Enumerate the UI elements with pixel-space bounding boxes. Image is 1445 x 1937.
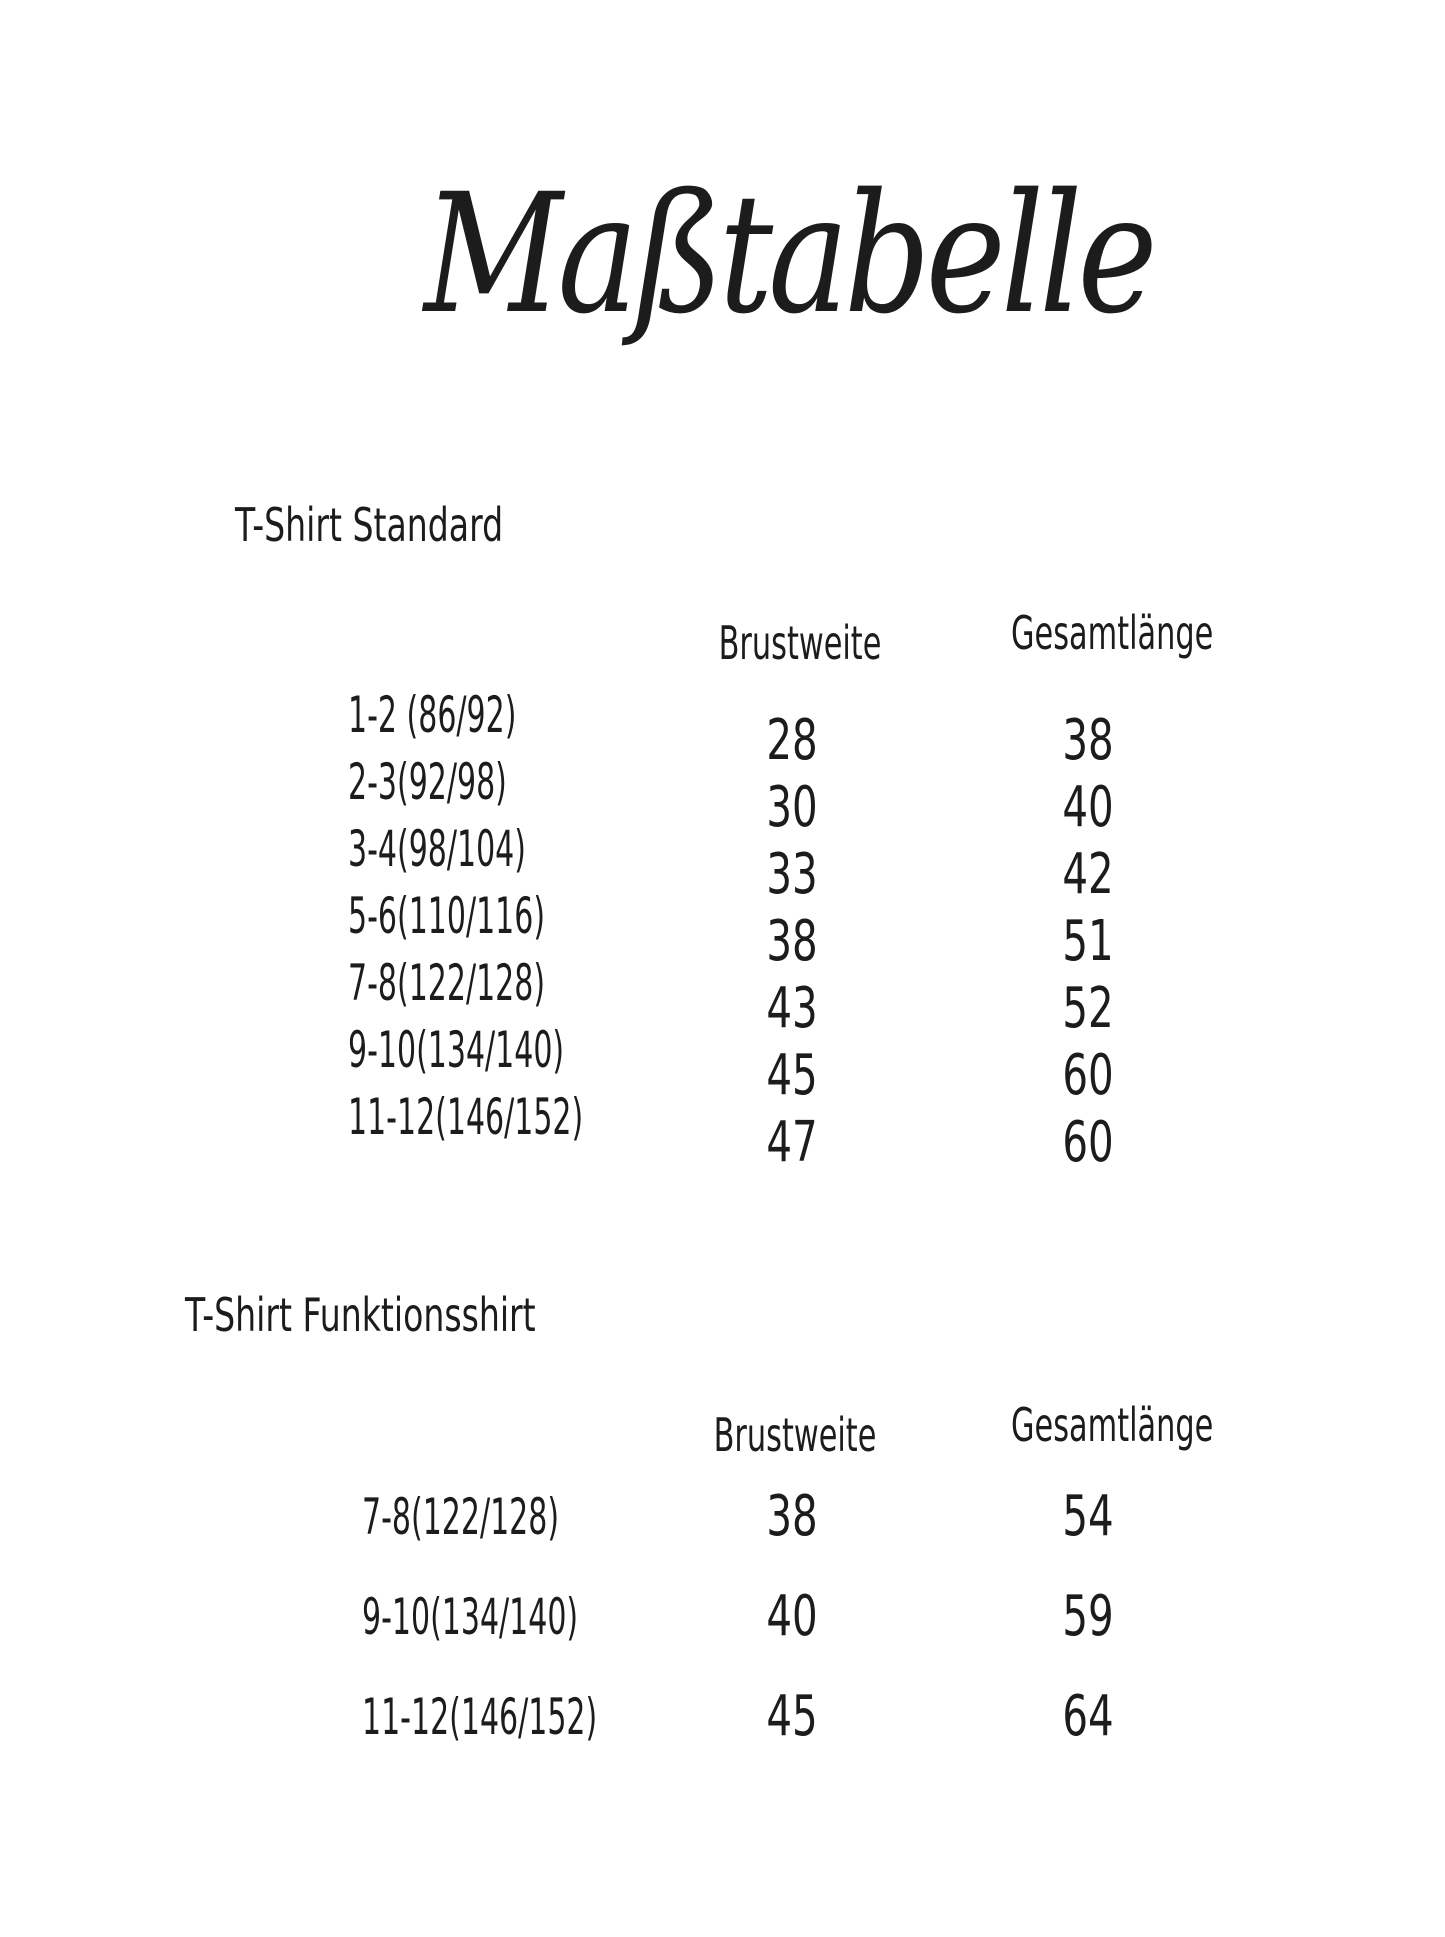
table2-row2-gesamtlaenge: 59 — [1062, 1584, 1114, 1649]
table2-row1-size: 7-8(122/128) — [362, 1488, 560, 1546]
table2-row3-size: 11-12(146/152) — [362, 1688, 598, 1746]
table1-row7-brustweite: 47 — [766, 1110, 818, 1175]
table1-row2-brustweite: 30 — [766, 775, 818, 840]
table1-row7-gesamtlaenge: 60 — [1062, 1110, 1114, 1175]
table2-header-gesamtlaenge: Gesamtlänge — [1011, 1398, 1214, 1452]
table1-row3-brustweite: 33 — [766, 842, 818, 907]
table1-row4-size: 5-6(110/116) — [348, 887, 546, 945]
table1-row4-gesamtlaenge: 51 — [1062, 909, 1114, 974]
table1-row5-size: 7-8(122/128) — [348, 954, 546, 1012]
page-title-text: Maßtabelle — [424, 158, 1153, 350]
table1-row2-gesamtlaenge: 40 — [1062, 775, 1114, 840]
table1-row1-gesamtlaenge: 38 — [1062, 708, 1114, 773]
table1-row1-brustweite: 28 — [766, 708, 818, 773]
table1-header-gesamtlaenge: Gesamtlänge — [1011, 606, 1214, 660]
section-title-standard: T-Shirt Standard — [235, 498, 504, 552]
page-title — [0, 158, 1445, 350]
table1-row4-brustweite: 38 — [766, 909, 818, 974]
table1-row5-brustweite: 43 — [766, 976, 818, 1041]
table1-row3-size: 3-4(98/104) — [348, 820, 526, 878]
section-title-funktionsshirt: T-Shirt Funktionsshirt — [185, 1288, 536, 1342]
table2-row3-brustweite: 45 — [766, 1684, 818, 1749]
table2-row1-brustweite: 38 — [766, 1484, 818, 1549]
table1-row7-size: 11-12(146/152) — [348, 1088, 584, 1146]
table2-row2-brustweite: 40 — [766, 1584, 818, 1649]
table2-row3-gesamtlaenge: 64 — [1062, 1684, 1114, 1749]
table2-row1-gesamtlaenge: 54 — [1062, 1484, 1114, 1549]
table1-row6-gesamtlaenge: 60 — [1062, 1043, 1114, 1108]
table1-row1-size: 1-2 (86/92) — [348, 686, 517, 744]
table1-header-brustweite: Brustweite — [718, 616, 882, 670]
table1-row3-gesamtlaenge: 42 — [1062, 842, 1114, 907]
table1-row2-size: 2-3(92/98) — [348, 753, 507, 811]
table1-row5-gesamtlaenge: 52 — [1062, 976, 1114, 1041]
table2-header-brustweite: Brustweite — [713, 1408, 877, 1462]
table1-row6-brustweite: 45 — [766, 1043, 818, 1108]
table1-row6-size: 9-10(134/140) — [348, 1021, 565, 1079]
table2-row2-size: 9-10(134/140) — [362, 1588, 579, 1646]
